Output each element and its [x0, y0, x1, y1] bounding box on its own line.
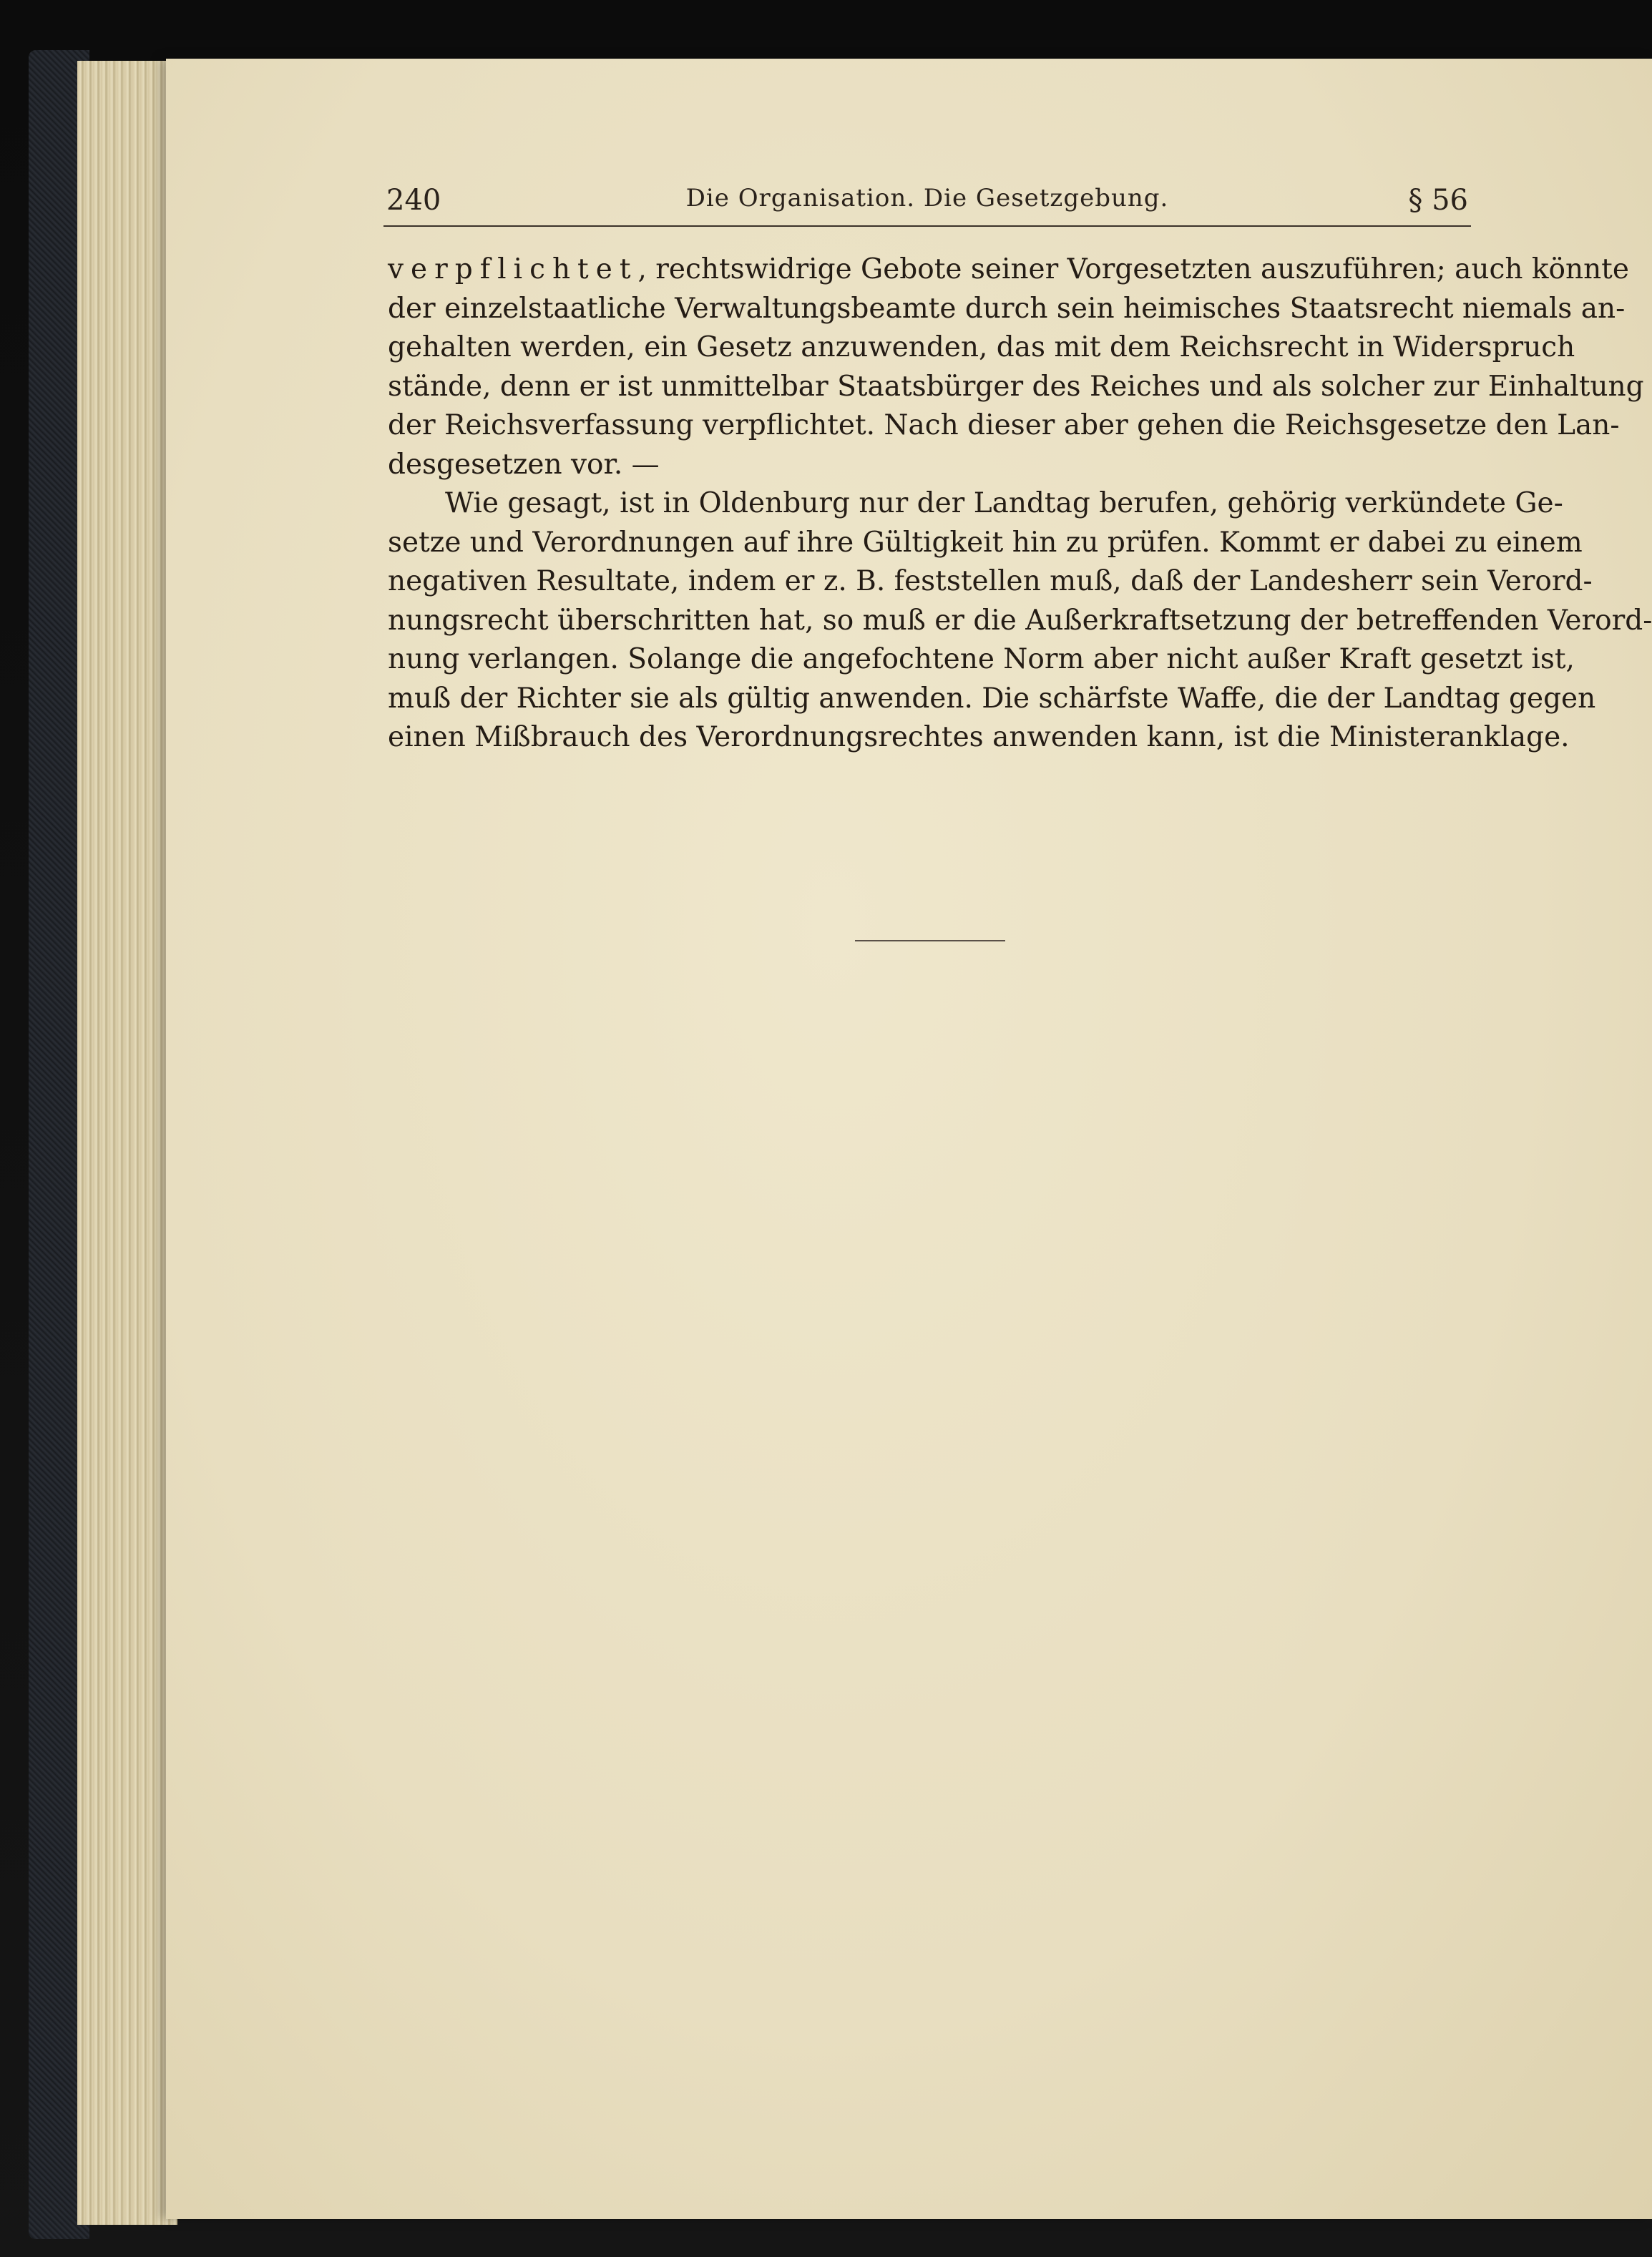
text-line-rest: , rechtswidrige Gebote seiner Vorgesetzten auszuführen; auch könnte: [637, 253, 1629, 285]
body-text: [388, 250, 1652, 758]
section-number: § 56: [1408, 184, 1468, 217]
text-line: der einzelstaatliche Verwaltungsbeamte durch sein heimisches Staatsrecht niemals an-: [388, 292, 1626, 325]
text-line: negativen Resultate, indem er z. B. feststellen muß, daß der Landesherr sein Verord-: [388, 565, 1593, 597]
text-line: setze und Verordnungen auf ihre Gültigkeit hin zu prüfen. Kommt er dabei zu einem: [388, 526, 1583, 559]
text-line: der Reichsverfassung verpflichtet. Nach dieser aber gehen die Reichsgesetze den Lan-: [388, 409, 1620, 441]
text-line: [388, 250, 1629, 290]
text-line: einen Mißbrauch des Verordnungsrechtes anwenden kann, ist die Ministeranklage.: [388, 721, 1570, 753]
emphasized-word: verpflichtet: [388, 253, 638, 285]
text-line: desgesetzen vor. —: [388, 448, 660, 481]
page-number: 240: [386, 184, 441, 217]
text-line: muß der Richter sie als gültig anwenden. Die schärfste Waffe, die der Landtag gegen: [388, 682, 1596, 715]
paragraph-1: [388, 250, 1644, 484]
text-line: Wie gesagt, ist in Oldenburg nur der Landtag berufen, gehörig verkündete Ge-: [445, 487, 1563, 519]
section-end-rule: [855, 940, 1005, 941]
paragraph-2: [388, 484, 1652, 758]
page-stack-edges: [77, 61, 177, 2225]
text-line: nung verlangen. Solange die angefochtene Norm aber nicht außer Kraft gesetzt ist,: [388, 643, 1575, 675]
running-title: Die Organisation. Die Gesetzgebung.: [685, 184, 1169, 212]
text-line: gehalten werden, ein Gesetz anzuwenden, das mit dem Reichsrecht in Widerspruch: [388, 331, 1575, 363]
text-line: nungsrecht überschritten hat, so muß er die Außerkraftsetzung der betreffenden Verord-: [388, 604, 1652, 637]
text-line: stände, denn er ist unmittelbar Staatsbürger des Reiches und als solcher zur Einhaltung: [388, 370, 1644, 403]
page-header: [383, 182, 1471, 227]
